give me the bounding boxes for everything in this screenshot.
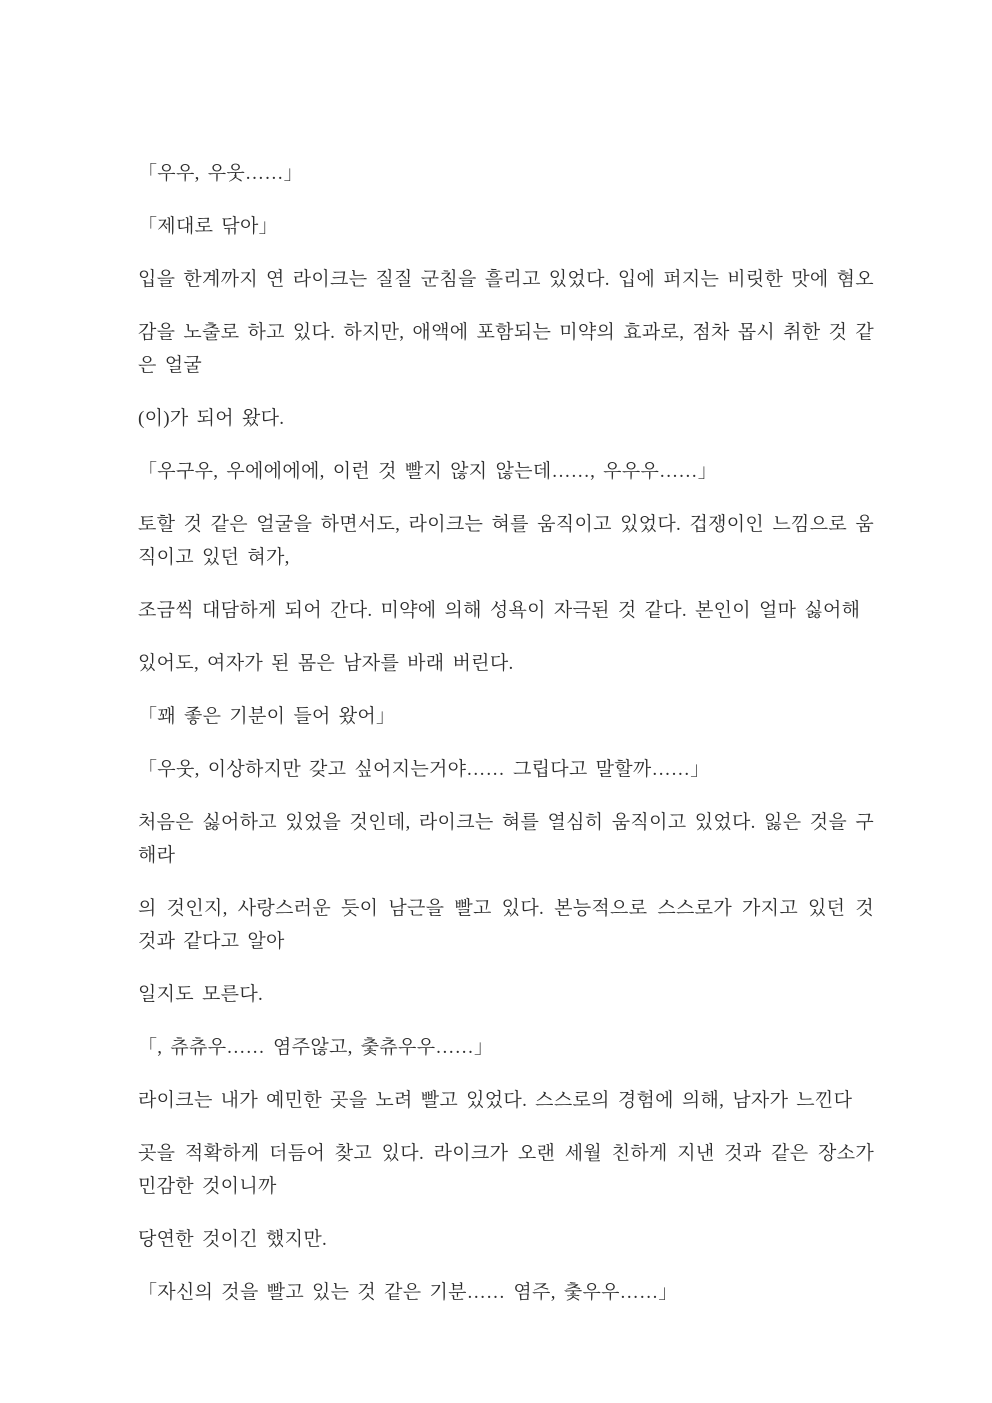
narrative-paragraph: 처음은 싫어하고 있었을 것인데, 라이크는 혀를 열심히 움직이고 있었다. 잃은 것을 구해라 [138,812,874,866]
narrative-paragraph: 조금씩 대담하게 되어 간다. 미약에 의해 성욕이 자극된 것 같다. 본인이 얼마 싫어해 [138,600,861,621]
narrative-paragraph: (이)가 되어 왔다. [138,408,285,429]
narrative-paragraph: 의 것인지, 사랑스러운 듯이 남근을 빨고 있다. 본능적으로 스스로가 가지고 있던 것 것과 같다고 알아 [138,898,874,952]
dialogue-line: 「우구우, 우에에에에, 이런 것 빨지 않지 않는데……, 우우우……」 [138,461,718,482]
narrative-paragraph: 라이크는 내가 예민한 곳을 노려 빨고 있었다. 스스로의 경험에 의해, 남자가 느낀다 [138,1090,853,1111]
dialogue-line: 「우웃, 이상하지만 갖고 싶어지는거야…… 그립다고 말할까……」 [138,759,710,780]
narrative-paragraph: 입을 한계까지 연 라이크는 질질 군침을 흘리고 있었다. 입에 퍼지는 비릿한 맛에 혐오 [138,269,874,290]
narrative-paragraph: 감을 노출로 하고 있다. 하지만, 애액에 포함되는 미약의 효과로, 점차 몹시 취한 것 같은 얼굴 [138,322,874,376]
dialogue-line: 「, 츄츄우…… 염주않고, 춫츄우우……」 [138,1037,494,1058]
narrative-paragraph: 있어도, 여자가 된 몸은 남자를 바래 버린다. [138,653,514,674]
dialogue-line: 「우우, 우웃……」 [138,163,303,184]
dialogue-line: 「꽤 좋은 기분이 들어 왔어」 [138,706,396,727]
narrative-paragraph: 토할 것 같은 얼굴을 하면서도, 라이크는 혀를 움직이고 있었다. 겁쟁이인 느낌으로 움직이고 있던 혀가, [138,514,874,568]
dialogue-line: 「제대로 닦아」 [138,216,278,237]
narrative-paragraph: 일지도 모른다. [138,984,264,1005]
narrative-paragraph: 곳을 적확하게 더듬어 찾고 있다. 라이크가 오랜 세월 친하게 지낸 것과 같은 장소가 민감한 것이니까 [138,1143,874,1197]
dialogue-line: 「자신의 것을 빨고 있는 것 같은 기분…… 염주, 춫우우……」 [138,1282,678,1303]
narrative-paragraph: 당연한 것이긴 했지만. [138,1229,328,1250]
